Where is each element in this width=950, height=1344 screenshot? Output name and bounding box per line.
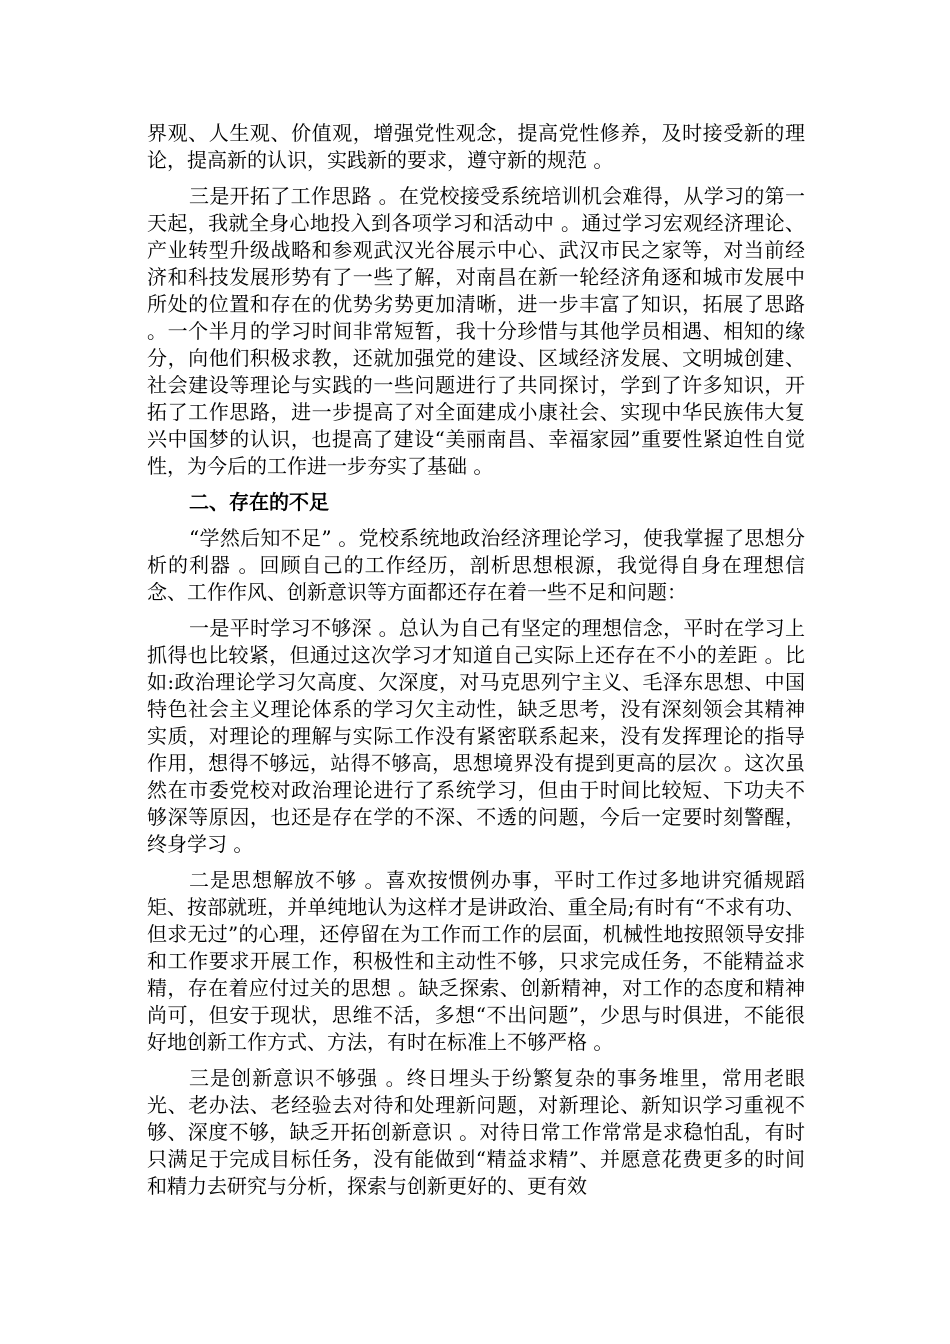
paragraph-work-thinking: 三是开拓了工作思路 。在党校接受系统培训机会难得，从学习的第一天起，我就全身心地投入到各项学习和活动中 。通过学习宏观经济理论、产业转型升级战略和参观武汉光谷展示中心、武汉市民之家等，对当前经济和科技发展形势有了一些了解，对南昌在新一轮经济角逐和城市发展中所处的位置和存在的优势劣势更加清晰，进一步丰富了知识，拓展了思路 。一个半月的学习时间非常短暂，我十分珍惜与其他学员相遇、相知的缘分，向他们积极求教，还就加强党的建设、区域经济发展、文明城创建、社会建设等理论与实践的一些问题进行了共同探讨，学到了许多知识，开拓了工作思路，进一步提高了对全面建成小康社会、实现中华民族伟大复兴中国梦的认识，也提高了建设“美丽南昌、幸福家园”重要性紧迫性自觉性，为今后的工作进一步夯实了基础 。 (147, 184, 805, 478)
paragraph-innovation: 三是创新意识不够强 。终日埋头于纷繁复杂的事务堆里，常用老眼光、老办法、老经验去对待和处理新问题，对新理论、新知识学习重视不够、深度不够，缺乏开拓创新意识 。对待日常工作常常是求稳怕乱，有时只满足于完成目标任务，没有能做到“精益求精”、并愿意花费更多的时间和精力去研究与分析，探索与创新更好的、更有效 (147, 1066, 805, 1198)
paragraph-thought-liberation: 二是思想解放不够 。喜欢按惯例办事，平时工作过多地讲究循规蹈矩、按部就班，并单纯地认为这样才是讲政治、重全局;有时有“不求有功、但求无过”的心理，还停留在为工作而工作的层面，机械性地按照领导安排和工作要求开展工作，积极性和主动性不够，只求完成任务，不能精益求精，存在着应付过关的思想 。缺乏探索、创新精神，对工作的态度和精神尚可，但安于现状，思维不活，多想“不出问题”，少思与时俱进，不能很好地创新工作方式、方法，有时在标准上不够严格 。 (147, 868, 805, 1054)
paragraph-learning-shortcomings: “学然后知不足” 。党校系统地政治经济理论学习，使我掌握了思想分析的利器 。回顾自己的工作经历，剖析思想根源，我觉得自身在理想信念、工作作风、创新意识等方面都还存在着一些不足和问题： (147, 526, 805, 604)
section-heading-shortcomings: 二、存在的不足 (189, 490, 329, 514)
document-body (147, 120, 805, 1209)
paragraph-worldview: 界观、人生观、价值观，增强党性观念，提高党性修养，及时接受新的理论，提高新的认识，实践新的要求，遵守新的规范 。 (147, 121, 805, 172)
paragraph-study-depth: 一是平时学习不够深 。总认为自己有坚定的理想信念，平时在学习上抓得也比较紧，但通过这次学习才知道自己实际上还存在不小的差距 。比如:政治理论学习欠高度、欠深度，对马克思列宁主义、毛泽东思想、中国特色社会主义理论体系的学习欠主动性，缺乏思考，没有深刻领会其精神实质，对理论的理解与实际工作没有紧密联系起来，没有发挥理论的指导作用，想得不够远，站得不够高，思想境界没有提到更高的层次 。这次虽然在市委党校对政治理论进行了系统学习，但由于时间比较短、下功夫不够深等原因，也还是存在学的不深、不透的问题，今后一定要时刻警醒，终身学习 。 (147, 616, 805, 856)
